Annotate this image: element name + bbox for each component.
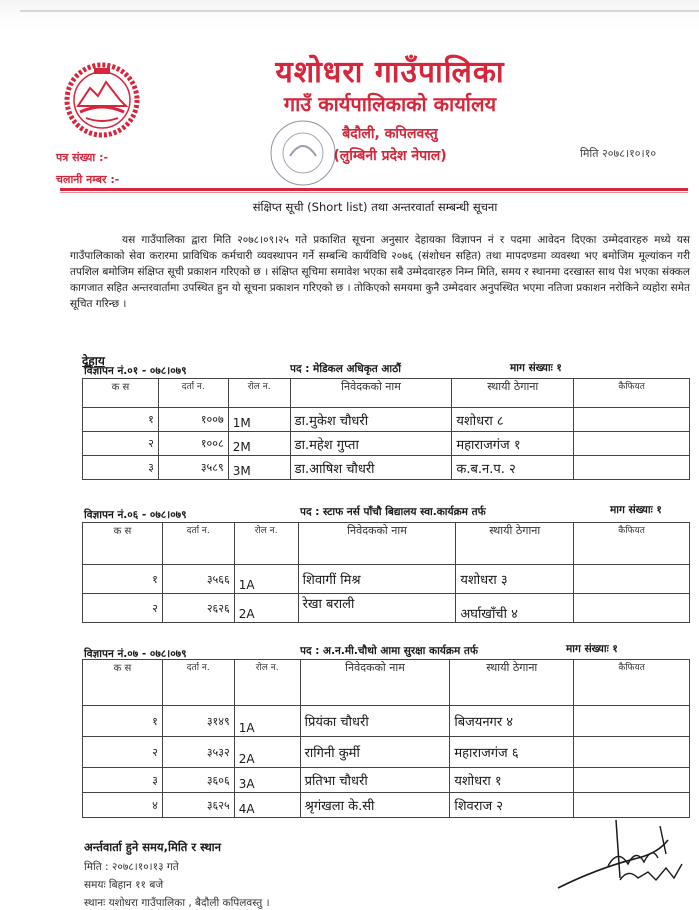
col-roll: रोल न. (234, 523, 298, 565)
sn: २ (83, 432, 159, 456)
interview-heading: अर्न्तवार्ता हुने समय,मिति र स्थान (84, 840, 222, 854)
col-roll: रोल न. (234, 660, 300, 706)
remarks (574, 456, 690, 480)
remarks (574, 565, 690, 594)
remarks (574, 793, 690, 818)
col-sn: क स (83, 379, 159, 408)
address: महाराजगंज ६ (450, 737, 574, 768)
col-address: स्थायी ठेगाना (456, 523, 574, 565)
reg-no: ३५३२ (162, 737, 234, 768)
roll-no: 3M (228, 456, 290, 480)
table-row (83, 565, 690, 594)
patra-sankhya-label: पत्र संख्या :- (56, 151, 109, 164)
remarks (574, 768, 690, 793)
col-remarks: कैफियत (574, 523, 690, 565)
office-stamp-icon (268, 116, 338, 190)
post-title: पद : स्टाफ नर्स पाँचौ बिद्यालय स्वा.कार्यक्रम तर्फ (300, 506, 486, 518)
table-row (83, 594, 690, 623)
address: यशोधरा १ (450, 768, 574, 793)
remarks (574, 408, 690, 432)
applicant-name: शिवागीं मिश्र (298, 565, 456, 594)
ad-number: विज्ञापन नं.०७ - ०७८।०७९ (84, 648, 187, 660)
office-location: बैदौली, कपिलवस्तु (342, 126, 438, 142)
reg-no: ३६०६ (162, 768, 234, 793)
sn: २ (83, 737, 163, 768)
col-sn: क स (83, 660, 163, 706)
interview-time: समयः बिहान ११ बजे (84, 879, 164, 891)
roll-no: 1M (228, 408, 290, 432)
reg-no: ३१४९ (162, 706, 234, 737)
col-reg: दर्ता न. (162, 660, 234, 706)
office-name: गाउँ कार्यपालिकाको कार्यालय (283, 92, 497, 116)
remarks (574, 432, 690, 456)
address: क.ब.न.प. २ (452, 456, 574, 480)
chalani-number-label: चलानी नम्बर :- (56, 173, 120, 186)
table-row (83, 408, 690, 432)
table-row (83, 456, 690, 480)
col-remarks: कैफियत (574, 660, 690, 706)
dehaya-heading: देहाय (82, 354, 105, 368)
col-name: निवेदकको नाम (290, 379, 452, 408)
col-name: निवेदकको नाम (300, 660, 450, 706)
applicant-name: डा.मुकेश चौधरी (290, 408, 452, 432)
roll-no: 2A (234, 594, 298, 623)
roll-no: 1A (234, 706, 300, 737)
reg-no: १००८ (158, 432, 228, 456)
reg-no: १००७ (158, 408, 228, 432)
reg-no: २६२६ (162, 594, 234, 623)
letterhead-divider (60, 188, 688, 191)
applicant-name: श्रृगंखला के.सी (300, 793, 450, 818)
col-address: स्थायी ठेगाना (452, 379, 574, 408)
address: यशोधरा ३ (456, 565, 574, 594)
address: यशोधरा ८ (452, 408, 574, 432)
office-province: (लुम्बिनी प्रदेश नेपाल) (333, 148, 447, 164)
signature-icon (548, 818, 698, 898)
applicant-name: प्रतिभा चौधरी (300, 768, 450, 793)
remarks (574, 706, 690, 737)
col-roll: रोल न. (228, 379, 290, 408)
ad-number: विज्ञापन नं.०१ - ०७८।०७९ (84, 365, 187, 377)
applicant-name: डा.महेश गुप्ता (290, 432, 452, 456)
org-name: यशोधरा गाउँपालिका (275, 55, 505, 90)
demand-count: माग संख्याः १ (566, 643, 618, 655)
table-row (83, 768, 690, 793)
remarks (574, 737, 690, 768)
post-title: पद : अ.न.मी.चौथो आमा सुरक्षा कार्यक्रम तर्फ (300, 645, 478, 657)
col-reg: दर्ता न. (158, 379, 228, 408)
post-title: पद : मेडिकल अधिकृत आठौं (290, 363, 401, 375)
col-reg: दर्ता न. (162, 523, 234, 565)
table-row (83, 706, 690, 737)
demand-count: माग संख्याः १ (510, 362, 562, 374)
col-address: स्थायी ठेगाना (450, 660, 574, 706)
roll-no: 2A (234, 737, 300, 768)
table-row (83, 737, 690, 768)
demand-count: माग संख्याः १ (610, 504, 662, 516)
notice-body: यस गाउँपालिका द्वारा मिति २०७८।०९।२५ गते प्रकाशित सूचना अनुसार देहायका विज्ञापन नं र पदमा आवेदन दिएका उम्मेदवारहरु मध्ये यस गाउँपालिकाको सेवा करारमा प्राविधिक कर्मचारी व्यवस्थापन गर्ने सम्बन्धि कार्यविधि २०७६ (संशोधन सहित) तथा मापदण्डमा व्यवस्था भए बमोजिम मूल्यांकन गरी तपशिल बमोजिम संक्षिप्त सूची प्रकाशन गरिएको छ । संक्षिप्त सूचिमा समावेश भएका सबै उम्मेदवारहरु निम्न मिति, समय र स्थानमा दरखास्त साथ पेश भएका संक्कल कागजात सहित अन्तरवार्तामा उपस्थित हुन यो सूचना प्रकाशन गरिएको छ । तोकिएको समयमा कुनै उम्मेदवार अनुपस्थित भएमा नतिजा प्रकाशन नरोकिने व्यहोरा समेत सूचित गरिन्छ । (70, 234, 690, 310)
address: अर्घाखाँची ४ (456, 594, 574, 623)
reg-no: ३६२५ (162, 793, 234, 818)
applicant-name: रागिनी कुर्मी (300, 737, 450, 768)
interview-date: मिति : २०७८।१०।१३ गते (84, 861, 179, 873)
remarks (574, 594, 690, 623)
roll-no: 1A (234, 565, 298, 594)
sn: २ (83, 594, 163, 623)
applicant-name: रेखा बराली (298, 594, 456, 623)
shortlist-table-3 (82, 659, 690, 818)
roll-no: 3A (234, 768, 300, 793)
col-sn: क स (83, 523, 163, 565)
notice-subject: संक्षिप्त सूची (Short list) तथा अन्तरवार्ता सम्बन्धी सूचना (252, 200, 498, 214)
sn: ३ (83, 456, 159, 480)
sn: १ (83, 706, 163, 737)
reg-no: ३५६६ (162, 565, 234, 594)
table-row (83, 793, 690, 818)
table-row (83, 432, 690, 456)
roll-no: 2M (228, 432, 290, 456)
letterhead-divider-thin (60, 192, 688, 193)
roll-no: 4A (234, 793, 300, 818)
address: बिजयनगर ४ (450, 706, 574, 737)
col-name: निवेदकको नाम (298, 523, 456, 565)
col-remarks: कैफियत (574, 379, 690, 408)
sn: ४ (83, 793, 163, 818)
address: शिवराज २ (450, 793, 574, 818)
applicant-name: डा.आषिश चौधरी (290, 456, 452, 480)
applicant-name: प्रियंका चौधरी (300, 706, 450, 737)
ad-number: विज्ञापन नं.०६ - ०७८।०७९ (84, 509, 187, 521)
sn: ३ (83, 768, 163, 793)
interview-place: स्थानः यशोधरा गाउँपालिका , बैदौली कपिलवस्तु । (84, 897, 270, 909)
letter-date: मिति २०७८।१०।१० (580, 147, 657, 160)
shortlist-table-2 (82, 522, 690, 623)
reg-no: ३५८९ (158, 456, 228, 480)
nepal-emblem-icon (64, 62, 140, 138)
address: महाराजगंज १ (452, 432, 574, 456)
shortlist-table-1 (82, 378, 690, 480)
sn: १ (83, 565, 163, 594)
scan-edge (20, 10, 699, 12)
sn: १ (83, 408, 159, 432)
